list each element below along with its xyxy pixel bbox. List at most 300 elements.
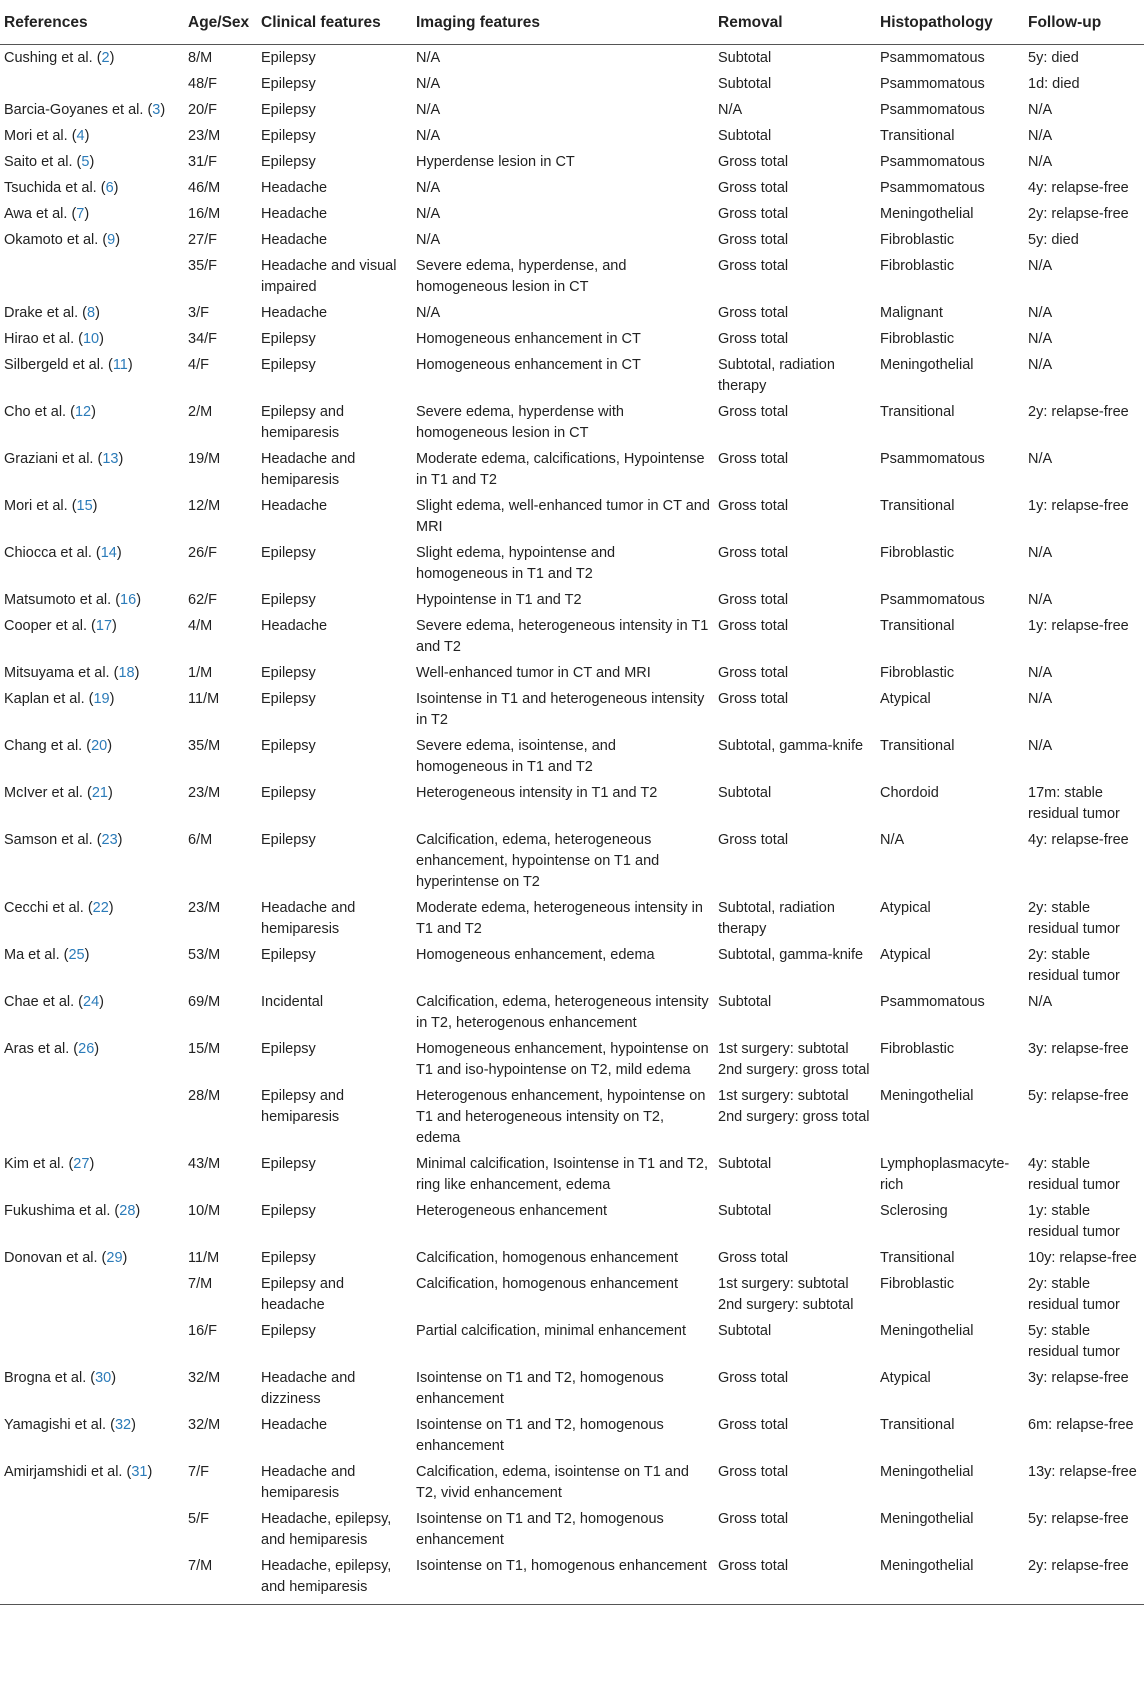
reference-author: Kim et al. — [4, 1155, 65, 1172]
cell-follow-up: 4y: relapse-free — [1028, 179, 1129, 196]
cell-histopathology: Meningothelial — [880, 1087, 974, 1104]
cell-imaging: Severe edema, hyperdense with homogeneous lesion in CT — [416, 403, 624, 441]
reference-author: Cecchi et al. — [4, 899, 84, 916]
cell-reference: Graziani et al. (13) — [4, 450, 124, 467]
cell-removal: Gross total — [718, 153, 789, 170]
cell-histopathology: Psammomatous — [880, 179, 985, 196]
header-age-sex: Age/Sex — [184, 4, 257, 45]
cell-age-sex: 2/M — [188, 403, 213, 420]
cell-clinical: Epilepsy and headache — [261, 1275, 345, 1313]
table-row — [0, 1151, 1144, 1198]
cell-reference — [0, 1271, 184, 1318]
table-row — [0, 493, 1144, 540]
reference-author: Aras et al. — [4, 1040, 70, 1057]
reference-author: Cooper et al. — [4, 617, 88, 634]
cell-removal: Gross total — [718, 1416, 789, 1433]
cell-removal: Gross total — [718, 591, 789, 608]
table-row — [0, 71, 1144, 97]
cell-reference: Chae et al. (24) — [4, 993, 104, 1010]
cell-clinical: Epilepsy — [261, 75, 316, 92]
reference-author: Saito et al. — [4, 153, 73, 170]
cell-reference: Kaplan et al. (19) — [4, 690, 115, 707]
cell-imaging: Homogeneous enhancement, hypointense on T1 and iso-hypointense on T2, mild edema — [416, 1040, 709, 1078]
cell-clinical: Epilepsy — [261, 101, 316, 118]
cell-age-sex: 26/F — [188, 544, 218, 561]
cell-clinical: Epilepsy — [261, 330, 316, 347]
reference-number-link[interactable]: 3 — [152, 101, 161, 118]
cell-follow-up: 2y: stable residual tumor — [1028, 946, 1120, 984]
cell-age-sex: 35/M — [188, 737, 221, 754]
cell-histopathology: Meningothelial — [876, 1553, 1024, 1604]
cell-clinical: Epilepsy — [261, 946, 316, 963]
cell-age-sex: 32/M — [188, 1416, 221, 1433]
cell-follow-up: N/A — [1028, 591, 1053, 608]
cell-follow-up: 2y: relapse-free — [1024, 1553, 1144, 1604]
cell-histopathology: Psammomatous — [880, 153, 985, 170]
header-follow-up: Follow-up — [1024, 4, 1144, 45]
cell-removal: Gross total — [718, 497, 789, 514]
cell-imaging: Calcification, edema, heterogeneous enhancement, hypointense on T1 and hyperintense on T2 — [416, 831, 660, 890]
reference-author: Donovan et al. — [4, 1249, 98, 1266]
cell-imaging: Hyperdense lesion in CT — [416, 153, 575, 170]
cell-age-sex: 15/M — [188, 1040, 221, 1057]
table-row — [0, 989, 1144, 1036]
cell-age-sex: 7/M — [184, 1553, 257, 1604]
cell-imaging: Moderate edema, calcifications, Hypointense in T1 and T2 — [416, 450, 705, 488]
cell-histopathology: Transitional — [880, 617, 955, 634]
cell-follow-up: 10y: relapse-free — [1028, 1249, 1137, 1266]
cell-follow-up: 2y: relapse-free — [1028, 205, 1129, 222]
table-row — [0, 326, 1144, 352]
cell-histopathology: Meningothelial — [880, 1463, 974, 1480]
header-row — [0, 4, 1144, 45]
reference-number-link[interactable]: 12 — [74, 403, 92, 420]
cell-reference: Aras et al. (26) — [4, 1040, 100, 1057]
cell-removal: Subtotal — [718, 127, 772, 144]
cell-follow-up: 5y: died — [1028, 231, 1079, 248]
cell-removal: Subtotal — [718, 75, 772, 92]
cell-follow-up: 5y: relapse-free — [1028, 1087, 1129, 1104]
cell-clinical: Headache, epilepsy, and hemiparesis — [257, 1553, 412, 1604]
cell-age-sex: 32/M — [188, 1369, 221, 1386]
reference-number-link[interactable]: 15 — [76, 497, 93, 514]
cell-clinical: Headache — [261, 231, 328, 248]
reference-number-link[interactable]: 17 — [95, 617, 113, 634]
cell-imaging: N/A — [416, 75, 441, 92]
cell-removal: Subtotal — [718, 1155, 772, 1172]
cell-imaging: Isointense on T1 and T2, homogenous enhancement — [416, 1510, 664, 1548]
cell-imaging: Hypointense in T1 and T2 — [416, 591, 582, 608]
cell-reference — [0, 71, 184, 97]
cell-imaging: Isointense on T1, homogenous enhancement — [412, 1553, 714, 1604]
table-row — [0, 201, 1144, 227]
cell-imaging: Calcification, edema, heterogeneous intensity in T2, heterogenous enhancement — [416, 993, 709, 1031]
cell-reference: Matsumoto et al. (16) — [4, 591, 142, 608]
cell-clinical: Epilepsy and hemiparesis — [261, 403, 345, 441]
cell-reference — [0, 1506, 184, 1553]
table-row — [0, 613, 1144, 660]
cell-follow-up: N/A — [1028, 544, 1053, 561]
cell-clinical: Headache and dizziness — [261, 1369, 356, 1407]
reference-number-link[interactable]: 6 — [105, 179, 114, 196]
cell-histopathology: Psammomatous — [880, 101, 985, 118]
cell-imaging: Heterogeneous intensity in T1 and T2 — [416, 784, 658, 801]
cell-imaging: Slight edema, well-enhanced tumor in CT and MRI — [416, 497, 710, 535]
cell-age-sex: 27/F — [188, 231, 218, 248]
cell-clinical: Epilepsy — [261, 356, 316, 373]
cell-removal: Gross total — [714, 1553, 876, 1604]
cell-age-sex: 4/M — [188, 617, 213, 634]
cell-follow-up: N/A — [1028, 101, 1053, 118]
reference-author: Drake et al. — [4, 304, 79, 321]
cell-histopathology: Psammomatous — [880, 450, 985, 467]
table-row — [0, 942, 1144, 989]
reference-number-link[interactable]: 32 — [114, 1416, 132, 1433]
cell-age-sex: 34/F — [188, 330, 218, 347]
table-row — [0, 1271, 1144, 1318]
reference-number-link[interactable]: 26 — [78, 1040, 95, 1057]
cell-histopathology: Lymphoplasmacyte-rich — [880, 1155, 1010, 1193]
cell-histopathology: Psammomatous — [880, 591, 985, 608]
cell-reference: Chiocca et al. (14) — [4, 544, 122, 561]
reference-author: Chiocca et al. — [4, 544, 92, 561]
reference-number-link[interactable]: 25 — [68, 946, 85, 963]
cell-clinical: Epilepsy — [261, 737, 316, 754]
cell-age-sex: 69/M — [188, 993, 221, 1010]
reference-author: Hirao et al. — [4, 330, 75, 347]
cell-removal: Gross total — [718, 544, 789, 561]
cell-histopathology: Transitional — [880, 403, 955, 420]
cell-histopathology: Atypical — [880, 1369, 931, 1386]
cell-removal: Gross total — [718, 179, 789, 196]
cell-age-sex: 12/M — [188, 497, 221, 514]
cell-reference: Cecchi et al. (22) — [4, 899, 114, 916]
reference-number-link[interactable]: 16 — [120, 591, 137, 608]
cell-clinical: Epilepsy — [261, 1249, 316, 1266]
cell-imaging: Homogeneous enhancement in CT — [416, 330, 641, 347]
table-row — [0, 149, 1144, 175]
table-row — [0, 686, 1144, 733]
cell-age-sex: 11/M — [188, 690, 220, 707]
cell-reference: Drake et al. (8) — [4, 304, 100, 321]
cell-removal: Gross total — [718, 205, 789, 222]
table-row — [0, 1506, 1144, 1553]
reference-author: Brogna et al. — [4, 1369, 87, 1386]
cell-imaging: N/A — [416, 101, 441, 118]
cell-removal: Subtotal — [718, 1322, 772, 1339]
table-row — [0, 660, 1144, 686]
cell-reference: Yamagishi et al. (32) — [4, 1416, 136, 1433]
reference-author: McIver et al. — [4, 784, 83, 801]
cell-clinical: Epilepsy — [261, 690, 316, 707]
cell-clinical: Epilepsy — [261, 784, 316, 801]
cell-removal: 1st surgery: subtotal 2nd surgery: gross total — [718, 1087, 870, 1125]
cell-clinical: Headache — [261, 497, 328, 514]
cell-histopathology: Malignant — [880, 304, 943, 321]
cell-clinical: Headache — [261, 1416, 328, 1433]
cell-histopathology: Fibroblastic — [880, 544, 955, 561]
cell-removal: Gross total — [718, 231, 789, 248]
reference-number-link[interactable]: 14 — [100, 544, 117, 561]
cell-reference: Chang et al. (20) — [4, 737, 113, 754]
table-row — [0, 1318, 1144, 1365]
cell-reference: McIver et al. (21) — [4, 784, 113, 801]
cell-imaging: N/A — [416, 49, 441, 66]
cell-removal: Gross total — [718, 1369, 789, 1386]
reference-author: Graziani et al. — [4, 450, 94, 467]
cell-imaging: Heterogenous enhancement, hypointense on T1 and heterogeneous intensity on T2, edema — [416, 1087, 706, 1146]
header-clinical: Clinical features — [257, 4, 412, 45]
cell-follow-up: 2y: stable residual tumor — [1028, 899, 1120, 937]
table-row — [0, 97, 1144, 123]
cell-histopathology: Transitional — [880, 497, 955, 514]
reference-number-link[interactable]: 18 — [118, 664, 135, 681]
reference-number-link[interactable]: 31 — [131, 1463, 148, 1480]
reference-number-link[interactable]: 21 — [91, 784, 108, 801]
reference-author: Okamoto et al. — [4, 231, 99, 248]
cell-removal: Gross total — [718, 1463, 789, 1480]
cell-age-sex: 16/M — [188, 205, 221, 222]
cell-reference — [0, 1083, 184, 1151]
reference-author: Fukushima et al. — [4, 1202, 111, 1219]
cell-histopathology: Meningothelial — [880, 205, 974, 222]
reference-author: Tsuchida et al. — [4, 179, 97, 196]
cell-follow-up: N/A — [1028, 737, 1053, 754]
cell-reference: Samson et al. (23) — [4, 831, 123, 848]
cell-age-sex: 7/F — [188, 1463, 209, 1480]
cell-imaging: Slight edema, hypointense and homogeneous in T1 and T2 — [416, 544, 616, 582]
cell-histopathology: Psammomatous — [880, 49, 985, 66]
table-row — [0, 1412, 1144, 1459]
cell-reference — [0, 1553, 184, 1604]
cell-reference: Kim et al. (27) — [4, 1155, 95, 1172]
reference-number-link[interactable]: 20 — [91, 737, 108, 754]
reference-number-link[interactable]: 10 — [82, 330, 100, 347]
cell-removal: Subtotal, radiation therapy — [718, 899, 835, 937]
table-row — [0, 446, 1144, 493]
reference-number-link[interactable]: 2 — [101, 49, 110, 66]
reference-number-link[interactable]: 7 — [76, 205, 85, 222]
cell-histopathology: Meningothelial — [880, 1510, 974, 1527]
cell-follow-up: 3y: relapse-free — [1028, 1369, 1129, 1386]
cell-follow-up: 5y: relapse-free — [1028, 1510, 1129, 1527]
cell-removal: Gross total — [718, 690, 789, 707]
cell-histopathology: Transitional — [880, 737, 955, 754]
cell-follow-up: 2y: relapse-free — [1028, 403, 1129, 420]
cell-clinical: Epilepsy — [261, 49, 316, 66]
reference-number-link[interactable]: 13 — [102, 450, 119, 467]
cell-reference: Saito et al. (5) — [4, 153, 95, 170]
cell-histopathology: Psammomatous — [880, 75, 985, 92]
cell-clinical: Epilepsy — [261, 544, 316, 561]
cell-clinical: Epilepsy — [261, 153, 316, 170]
reference-author: Kaplan et al. — [4, 690, 85, 707]
cell-reference: Ma et al. (25) — [4, 946, 90, 963]
reference-author: Ma et al. — [4, 946, 60, 963]
cell-follow-up: N/A — [1028, 257, 1053, 274]
cell-follow-up: 4y: stable residual tumor — [1028, 1155, 1120, 1193]
reference-number-link[interactable]: 9 — [107, 231, 116, 248]
cell-imaging: Severe edema, hyperdense, and homogeneous lesion in CT — [416, 257, 627, 295]
cell-histopathology: Atypical — [880, 946, 931, 963]
cell-reference: Awa et al. (7) — [4, 205, 90, 222]
cell-histopathology: Transitional — [880, 127, 955, 144]
reference-number-link[interactable]: 8 — [87, 304, 96, 321]
cell-clinical: Epilepsy — [261, 591, 316, 608]
cell-removal: Subtotal — [718, 49, 772, 66]
cell-reference — [0, 1318, 184, 1365]
cell-histopathology: Chordoid — [880, 784, 939, 801]
cell-imaging: Calcification, homogenous enhancement — [416, 1249, 678, 1266]
cell-removal: N/A — [718, 101, 743, 118]
cell-follow-up: 4y: relapse-free — [1028, 831, 1129, 848]
cell-age-sex: 23/M — [188, 784, 221, 801]
cell-clinical: Epilepsy — [261, 664, 316, 681]
cell-reference: Mori et al. (15) — [4, 497, 98, 514]
cell-age-sex: 46/M — [188, 179, 221, 196]
cell-removal: Subtotal, gamma-knife — [718, 737, 864, 754]
cell-reference: Hirao et al. (10) — [4, 330, 104, 347]
cell-removal: Gross total — [718, 330, 789, 347]
reference-number-link[interactable]: 24 — [83, 993, 100, 1010]
cell-age-sex: 20/F — [188, 101, 218, 118]
cell-clinical: Headache — [261, 179, 328, 196]
cell-clinical: Headache and hemiparesis — [261, 1463, 356, 1501]
reference-number-link[interactable]: 4 — [76, 127, 85, 144]
cell-follow-up: 3y: relapse-free — [1028, 1040, 1129, 1057]
cell-age-sex: 5/F — [188, 1510, 209, 1527]
cell-imaging: N/A — [416, 179, 441, 196]
cell-removal: Gross total — [718, 1510, 789, 1527]
cell-follow-up: N/A — [1028, 450, 1053, 467]
cell-clinical: Epilepsy — [261, 831, 316, 848]
cell-histopathology: Fibroblastic — [880, 257, 955, 274]
cell-age-sex: 10/M — [188, 1202, 221, 1219]
cell-removal: Gross total — [718, 304, 789, 321]
cell-clinical: Epilepsy — [261, 1040, 316, 1057]
cell-imaging: Moderate edema, heterogeneous intensity in T1 and T2 — [416, 899, 703, 937]
cell-histopathology: N/A — [880, 831, 905, 848]
reference-number-link[interactable]: 29 — [106, 1249, 123, 1266]
cell-removal: Gross total — [718, 450, 789, 467]
reference-number-link[interactable]: 28 — [119, 1202, 136, 1219]
cell-follow-up: N/A — [1028, 153, 1053, 170]
cell-imaging: Isointense on T1 and T2, homogenous enhancement — [416, 1416, 664, 1454]
cell-reference: Cushing et al. (2) — [4, 49, 115, 66]
cell-follow-up: 1y: relapse-free — [1028, 617, 1129, 634]
reference-author: Barcia-Goyanes et al. — [4, 101, 144, 118]
reference-number-link[interactable]: 19 — [93, 690, 110, 707]
table-row — [0, 1198, 1144, 1245]
reference-author: Cho et al. — [4, 403, 67, 420]
reference-author: Awa et al. — [4, 205, 68, 222]
reference-author: Mitsuyama et al. — [4, 664, 110, 681]
cell-removal: Gross total — [718, 1249, 789, 1266]
cell-clinical: Epilepsy — [261, 1322, 316, 1339]
cell-clinical: Epilepsy — [261, 127, 316, 144]
table-row — [0, 827, 1144, 895]
cell-age-sex: 16/F — [188, 1322, 218, 1339]
reference-author: Silbergeld et al. — [4, 356, 104, 373]
table-row — [0, 780, 1144, 827]
cell-clinical: Headache and hemiparesis — [261, 450, 356, 488]
cell-imaging: Heterogeneous enhancement — [416, 1202, 608, 1219]
cell-imaging: Homogeneous enhancement in CT — [416, 356, 641, 373]
table-row — [0, 1036, 1144, 1083]
cell-reference: Brogna et al. (30) — [4, 1369, 117, 1386]
table-row — [0, 895, 1144, 942]
table-row — [0, 540, 1144, 587]
cell-removal: Gross total — [718, 664, 789, 681]
cell-histopathology: Meningothelial — [880, 1322, 974, 1339]
cell-age-sex: 4/F — [188, 356, 209, 373]
cell-imaging: N/A — [416, 304, 441, 321]
cell-imaging: N/A — [416, 127, 441, 144]
cell-age-sex: 31/F — [188, 153, 218, 170]
reference-number-link[interactable]: 23 — [101, 831, 118, 848]
cell-clinical: Headache and visual impaired — [261, 257, 397, 295]
cell-age-sex: 48/F — [188, 75, 218, 92]
reference-number-link[interactable]: 30 — [95, 1369, 112, 1386]
cell-follow-up: 5y: stable residual tumor — [1028, 1322, 1120, 1360]
cell-age-sex: 35/F — [188, 257, 218, 274]
cell-removal: Subtotal — [718, 784, 772, 801]
cell-removal: 1st surgery: subtotal 2nd surgery: gross total — [718, 1040, 870, 1078]
reference-number-link[interactable]: 11 — [112, 356, 128, 373]
cell-age-sex: 43/M — [188, 1155, 221, 1172]
cell-clinical: Incidental — [261, 993, 324, 1010]
cell-follow-up: N/A — [1028, 330, 1053, 347]
cell-follow-up: 1y: relapse-free — [1028, 497, 1129, 514]
cell-age-sex: 3/F — [188, 304, 209, 321]
table-row — [0, 1365, 1144, 1412]
table-row — [0, 123, 1144, 149]
cell-removal: Gross total — [718, 403, 789, 420]
cell-removal: Subtotal, radiation therapy — [718, 356, 835, 394]
cell-reference: Tsuchida et al. (6) — [4, 179, 119, 196]
cell-histopathology: Psammomatous — [880, 993, 985, 1010]
cell-removal: Subtotal, gamma-knife — [718, 946, 864, 963]
table-row — [0, 352, 1144, 399]
cell-imaging: Isointense in T1 and heterogeneous intensity in T2 — [416, 690, 705, 728]
cell-histopathology: Transitional — [880, 1249, 955, 1266]
cell-clinical: Epilepsy — [261, 1155, 316, 1172]
cell-reference: Mori et al. (4) — [4, 127, 90, 144]
cell-reference: Okamoto et al. (9) — [4, 231, 121, 248]
cell-removal: Gross total — [718, 617, 789, 634]
cell-imaging: Well-enhanced tumor in CT and MRI — [416, 664, 651, 681]
table-row — [0, 253, 1144, 300]
case-table — [0, 4, 1144, 1605]
cell-removal: Gross total — [718, 257, 789, 274]
cell-imaging: Minimal calcification, Isointense in T1 and T2, ring like enhancement, edema — [416, 1155, 709, 1193]
reference-number-link[interactable]: 5 — [81, 153, 90, 170]
cell-age-sex: 62/F — [188, 591, 218, 608]
reference-number-link[interactable]: 22 — [92, 899, 109, 916]
cell-histopathology: Atypical — [880, 899, 931, 916]
cell-histopathology: Fibroblastic — [880, 664, 955, 681]
cell-follow-up: 13y: relapse-free — [1028, 1463, 1137, 1480]
cell-removal: 1st surgery: subtotal 2nd surgery: subtotal — [718, 1275, 854, 1313]
cell-imaging: Homogeneous enhancement, edema — [416, 946, 655, 963]
cell-clinical: Epilepsy and hemiparesis — [261, 1087, 345, 1125]
cell-imaging: Severe edema, heterogeneous intensity in T1 and T2 — [416, 617, 709, 655]
cell-removal: Subtotal — [718, 993, 772, 1010]
cell-imaging: Calcification, homogenous enhancement — [416, 1275, 678, 1292]
reference-author: Yamagishi et al. — [4, 1416, 107, 1433]
reference-number-link[interactable]: 27 — [73, 1155, 90, 1172]
cell-histopathology: Fibroblastic — [880, 1040, 955, 1057]
